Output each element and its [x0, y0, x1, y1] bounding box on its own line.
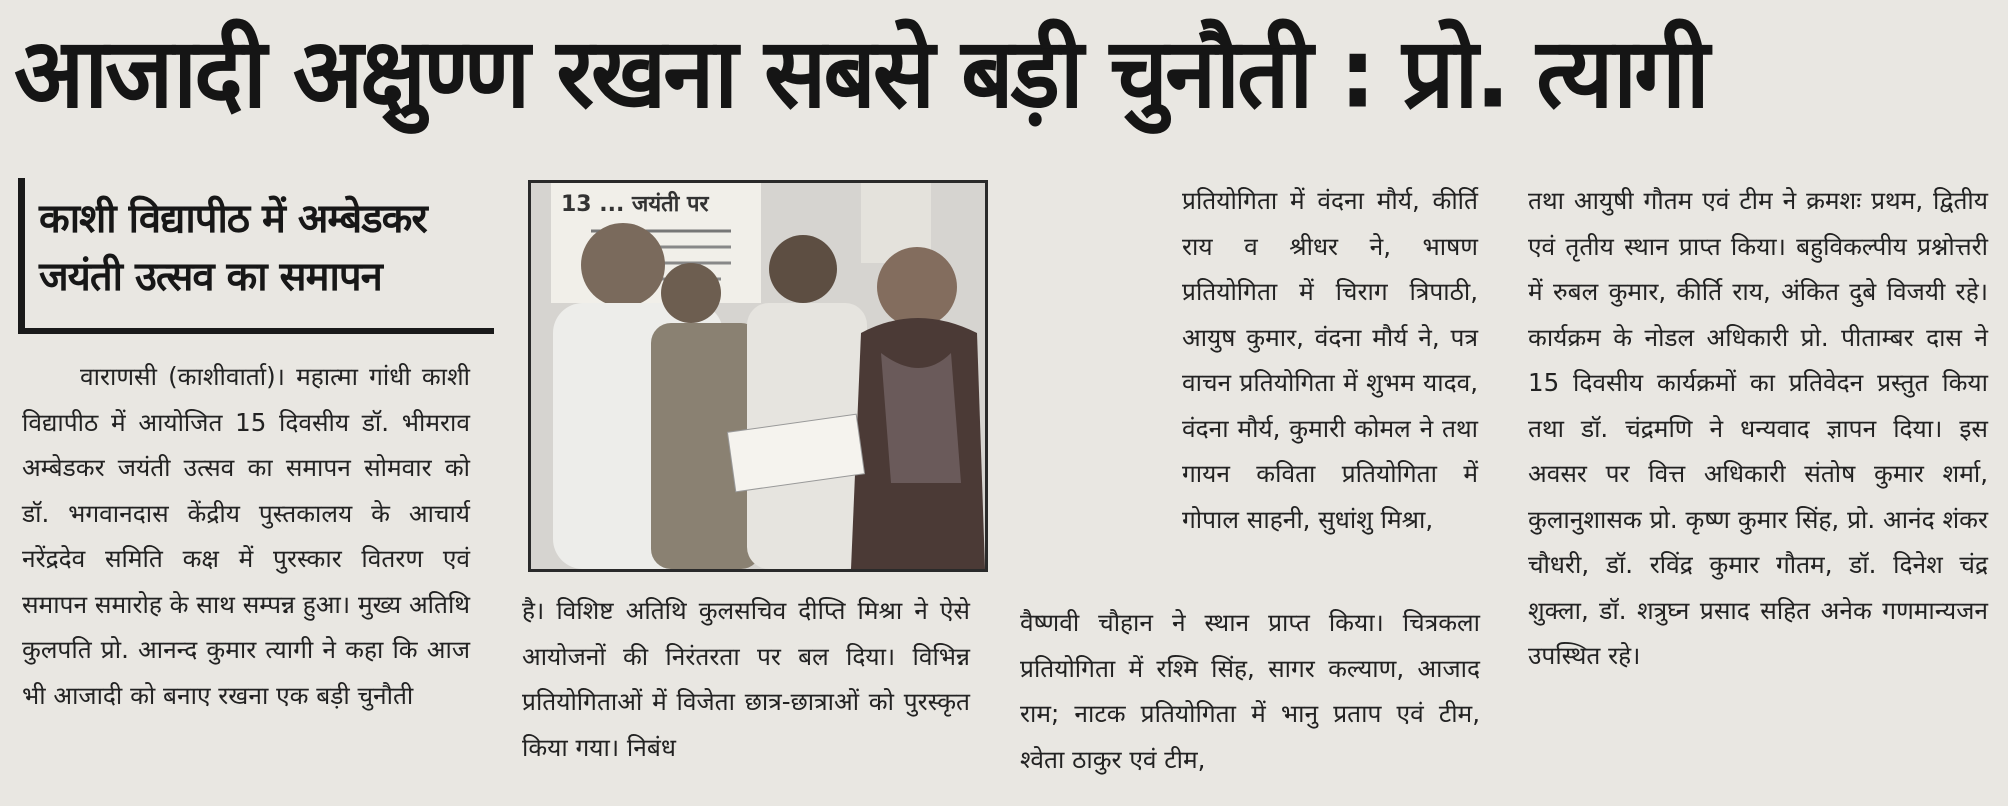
photo-banner-text: 13 ... जयंती पर	[561, 192, 709, 217]
person-2	[769, 235, 837, 303]
subheadline-underline	[25, 328, 494, 334]
article-column-1	[22, 354, 470, 718]
article-paragraph-1: वाराणसी (काशीवार्ता)। महात्मा गांधी काशी विद्यापीठ में आयोजित 15 दिवसीय डॉ. भीमराव अम्बेडकर जयंती उत्सव का समापन सोमवार को डॉ. भगवानदास केंद्रीय पुस्तकालय के आचार्य नरेंद्रदेव समिति कक्ष में पुरस्कार वितरण एवं समापन समारोह के साथ सम्पन्न हुआ। मुख्य अतिथि कुलपति प्रो. आनन्द कुमार त्यागी ने कहा कि आज भी आजादी को बनाए रखना एक बड़ी चुनौती	[22, 362, 470, 710]
article-column-3-bottom	[1020, 600, 1480, 782]
subheadline-box	[18, 178, 494, 334]
article-paragraph-2: है। विशिष्ट अतिथि कुलसचिव दीप्ति मिश्रा ने ऐसे आयोजनों की निरंतरता पर बल दिया। विभिन्न प्रतियोगिताओं में विजेता छात्र-छात्राओं को पुरस्कृत किया गया। निबंध	[522, 596, 970, 762]
article-column-4	[1528, 178, 1988, 679]
subheadline-line-1: काशी विद्यापीठ में अम्बेडकर	[39, 196, 427, 242]
article-paragraph-4: तथा आयुषी गौतम एवं टीम ने क्रमशः प्रथम, द्वितीय एवं तृतीय स्थान प्राप्त किया। बहुविकल्पीय प्रश्नोत्तरी में रुबल कुमार, कीर्ति राय, अंकित दुबे विजयी रहे। कार्यक्रम के नोडल अधिकारी प्रो. पीताम्बर दास ने 15 दिवसीय कार्यक्रमों का प्रतिवेदन प्रस्तुत किया तथा डॉ. चंद्रमणि ने धन्यवाद ज्ञापन दिया। इस अवसर पर वित्त अधिकारी संतोष कुमार शर्मा, कुलानुशासक प्रो. कृष्ण कुमार सिंह, प्रो. आनंद शंकर चौधरी, डॉ. रविंद्र कुमार गौतम, डॉ. दिनेश चंद्र शुक्ला, डॉ. शत्रुघ्न प्रसाद सहित अनेक गणमान्यजन उपस्थित रहे।	[1528, 186, 1988, 670]
article-paragraph-3a: प्रतियोगिता में वंदना मौर्य, कीर्ति राय व श्रीधर ने, भाषण प्रतियोगिता में चिराग त्रिपाठी, आयुष कुमार, वंदना मौर्य ने, पत्र वाचन प्रतियोगिता में शुभम यादव, वंदना मौर्य, कुमारी कोमल ने तथा गायन कविता प्रतियोगिता में गोपाल साहनी, सुधांशु मिश्रा,	[1182, 186, 1478, 534]
photo-illustration	[531, 183, 985, 569]
article-column-3-top	[1182, 178, 1478, 542]
person-1	[581, 223, 665, 307]
subheadline-line-2: जयंती उत्सव का समापन	[39, 254, 382, 300]
headline: आजादी अक्षुण्ण रखना सबसे बड़ी चुनौती : प्रो. त्यागी	[14, 17, 1707, 130]
article-paragraph-3b: वैष्णवी चौहान ने स्थान प्राप्त किया। चित्रकला प्रतियोगिता में रश्मि सिंह, सागर कल्याण, आजाद राम; नाटक प्रतियोगिता में भानु प्रताप एवं टीम, श्वेता ठाकुर एवं टीम,	[1020, 608, 1480, 774]
article-column-2	[522, 588, 970, 770]
person-3	[877, 247, 957, 327]
news-photo	[528, 180, 988, 572]
